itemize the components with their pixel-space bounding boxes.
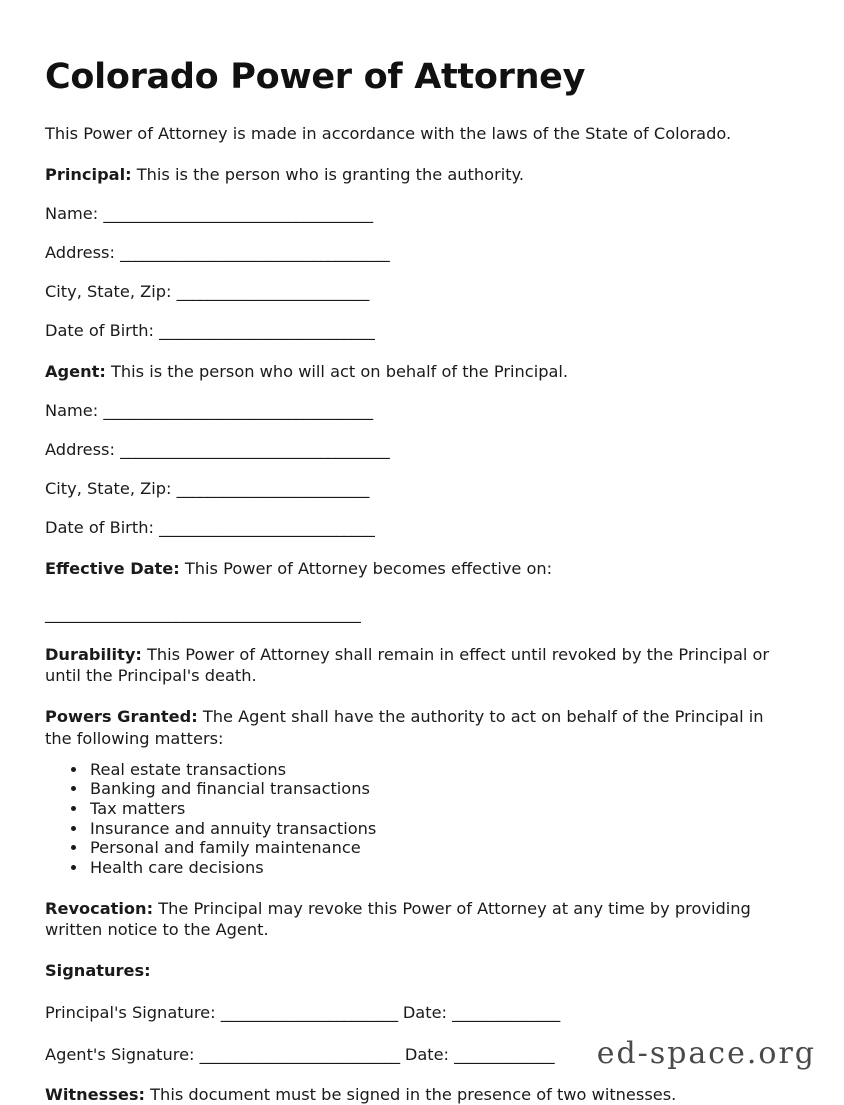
agent-signature-label: Agent's Signature:	[45, 1044, 195, 1064]
witnesses-label: Witnesses:	[45, 1084, 146, 1104]
page-title: Colorado Power of Attorney	[45, 57, 586, 97]
principal-description: This is the person who is granting the authority.	[136, 164, 524, 184]
principal-signature-blank[interactable]: _______________________	[220, 1002, 398, 1022]
principal-name-label: Name:	[45, 203, 99, 223]
revocation-section	[45, 898, 786, 940]
principal-date-label: Date:	[402, 1002, 447, 1022]
agent-section-heading	[45, 361, 786, 382]
agent-name-row	[45, 400, 786, 421]
principal-dob-label: Date of Birth:	[45, 320, 154, 340]
agent-address-label: Address:	[45, 440, 115, 459]
principal-address-label: Address:	[45, 242, 115, 262]
signatures-heading	[45, 960, 786, 981]
powers-granted-section	[45, 706, 786, 748]
agent-address-blank[interactable]: ___________________________________	[120, 440, 390, 459]
agent-name-label: Name:	[45, 400, 99, 420]
principal-dob-row	[45, 320, 786, 341]
agent-city-state-zip-label: City, State, Zip:	[45, 479, 172, 499]
principal-city-state-zip-blank[interactable]: _________________________	[176, 281, 369, 301]
principal-section-heading	[45, 164, 786, 185]
effective-date-label: Effective Date:	[45, 559, 180, 579]
witnesses-section	[45, 1084, 786, 1105]
principal-name-row	[45, 203, 786, 224]
intro-paragraph: This Power of Attorney is made in accordance with the laws of the State of Colorado.	[45, 123, 732, 143]
powers-granted-list	[45, 760, 786, 878]
agent-dob-blank[interactable]: ____________________________	[159, 518, 375, 538]
agent-description: This is the person who will act on behalf of the Principal.	[111, 361, 569, 381]
list-item: • Personal and family maintenance	[88, 838, 786, 858]
durability-section	[45, 644, 786, 686]
signatures-label: Signatures:	[45, 960, 151, 980]
principal-address-row	[45, 242, 786, 263]
principal-label: Principal:	[45, 164, 132, 184]
powers-granted-description: The Agent shall have the authority to act on behalf of the Principal in the following matters:	[45, 707, 764, 748]
principal-signature-label: Principal's Signature:	[45, 1002, 216, 1022]
agent-label: Agent:	[45, 361, 106, 381]
revocation-description: The Principal may revoke this Power of Attorney at any time by providing written notice to the Agent.	[45, 898, 751, 939]
principal-address-blank[interactable]: ___________________________________	[120, 242, 390, 262]
effective-date-section	[45, 558, 786, 579]
principal-dob-blank[interactable]: ____________________________	[159, 320, 375, 340]
agent-date-blank[interactable]: _____________	[454, 1044, 555, 1064]
list-item: • Tax matters	[88, 799, 786, 819]
effective-date-blank[interactable]: _________________________________________	[45, 604, 361, 624]
agent-dob-label: Date of Birth:	[45, 518, 154, 538]
agent-date-label: Date:	[404, 1044, 450, 1064]
durability-description: This Power of Attorney shall remain in effect until revoked by the Principal or until the Principal's death.	[45, 645, 770, 686]
powers-granted-label: Powers Granted:	[45, 707, 198, 727]
revocation-label: Revocation:	[45, 898, 154, 918]
list-item: • Insurance and annuity transactions	[88, 819, 786, 839]
agent-name-blank[interactable]: ___________________________________	[103, 400, 373, 420]
durability-label: Durability:	[45, 645, 142, 665]
agent-city-state-zip-blank[interactable]: _________________________	[176, 479, 369, 499]
principal-date-blank[interactable]: ______________	[452, 1002, 560, 1022]
agent-signature-blank[interactable]: __________________________	[199, 1044, 400, 1064]
list-item: • Banking and financial transactions	[88, 779, 786, 799]
list-item: • Health care decisions	[88, 858, 786, 878]
agent-city-state-zip-row	[45, 478, 786, 499]
witnesses-description: This document must be signed in the presence of two witnesses.	[150, 1084, 677, 1104]
effective-date-description: This Power of Attorney becomes effective on:	[184, 559, 553, 579]
agent-dob-row	[45, 517, 786, 538]
principal-city-state-zip-row	[45, 281, 786, 302]
principal-city-state-zip-label: City, State, Zip:	[45, 281, 172, 301]
list-item: • Real estate transactions	[88, 760, 786, 780]
agent-address-row	[45, 439, 786, 460]
principal-signature-row	[45, 1002, 786, 1023]
watermark-text: ed-space.org	[596, 1036, 816, 1071]
principal-name-blank[interactable]: ___________________________________	[103, 203, 373, 223]
